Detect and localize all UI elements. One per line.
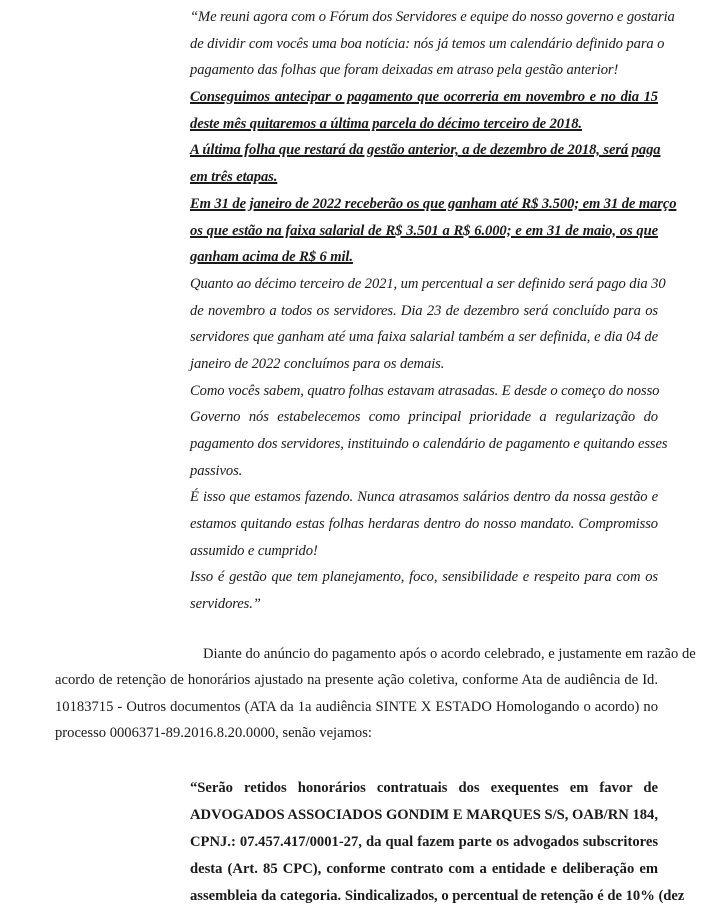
quote-line: estamos quitando estas folhas herdaras dentro do nosso mandato. Compromisso (190, 516, 658, 533)
quote-line: ganham acima de R$ 6 mil. (190, 249, 353, 266)
quote-line: os que estão na faixa salarial de R$ 3.501 a R$ 6.000; e em 31 de maio, os que (190, 222, 658, 239)
quote-line: Quanto ao décimo terceiro de 2021, um percentual a ser definido será pago dia 30 (190, 275, 666, 292)
quote-line: pagamento das folhas que foram deixadas em atraso pela gestão anterior! (190, 62, 619, 79)
quote-line: de dividir com vocês uma boa notícia: nós já temos um calendário definido para o (190, 35, 665, 52)
quote-line: Em 31 de janeiro de 2022 receberão os que ganham até R$ 3.500; em 31 de março (190, 195, 677, 212)
quote-line: servidores.” (190, 596, 261, 613)
body-paragraph (55, 641, 696, 747)
paragraph-line: acordo de retenção de honorários ajustado na presente ação coletiva, conforme Ata de audiência de Id. (55, 672, 658, 689)
quote-line: passivos. (190, 462, 243, 479)
quote-line: Como vocês sabem, quatro folhas estavam atrasadas. E desde o começo do nosso (190, 382, 660, 399)
quote-line: deste mês quitaremos a última parcela do décimo terceiro de 2018. (190, 115, 582, 132)
quote-line: Governo nós estabelecemos como principal prioridade a regularização do (190, 409, 658, 426)
quote-line: assumido e cumprido! (190, 542, 318, 559)
quote-line: janeiro de 2022 concluímos para os demais. (190, 355, 445, 372)
block-quote-line: desta (Art. 85 CPC), conforme contrato com a entidade e deliberação em (190, 861, 658, 877)
quote-line: A última folha que restará da gestão anterior, a de dezembro de 2018, será paga (190, 142, 661, 159)
quote-line: de novembro a todos os servidores. Dia 23 de dezembro será concluído para os (190, 302, 658, 319)
quoted-statement (190, 4, 677, 618)
block-quote-line: CPNJ.: 07.457.417/0001-27, da qual fazem parte os advogados subscritores (190, 834, 658, 850)
quote-line: Isso é gestão que tem planejamento, foco, sensibilidade e respeito para com os (190, 569, 658, 586)
quote-line: servidores que ganham até uma faixa salarial também a ser definida, e dia 04 de (190, 329, 658, 346)
block-quote-line: ADVOGADOS ASSOCIADOS GONDIM E MARQUES S/S, OAB/RN 184, (190, 807, 658, 823)
paragraph-line: Diante do anúncio do pagamento após o acordo celebrado, e justamente em razão de (203, 646, 696, 662)
block-quote-line: “Serão retidos honorários contratuais dos exequentes em favor de (190, 780, 658, 796)
quote-line: em três etapas. (190, 169, 278, 186)
block-quote-fee-retention (190, 775, 685, 910)
paragraph-line: 10183715 - Outros documentos (ATA da 1a audiência SINTE X ESTADO Homologando o acordo) no (55, 698, 658, 715)
quote-line: “Me reuni agora com o Fórum dos Servidores e equipe do nosso governo e gostaria (190, 9, 675, 25)
quote-line: É isso que estamos fazendo. Nunca atrasamos salários dentro da nossa gestão e (190, 489, 658, 506)
quote-line: Conseguimos antecipar o pagamento que ocorreria em novembro e no dia 15 (190, 89, 658, 106)
quote-line: pagamento dos servidores, instituindo o calendário de pagamento e quitando esses (190, 436, 668, 452)
block-quote-line: assembleia da categoria. Sindicalizados, o percentual de retenção é de 10% (dez (190, 888, 685, 904)
paragraph-line: processo 0006371-89.2016.8.20.0000, senão vejamos: (55, 725, 372, 742)
